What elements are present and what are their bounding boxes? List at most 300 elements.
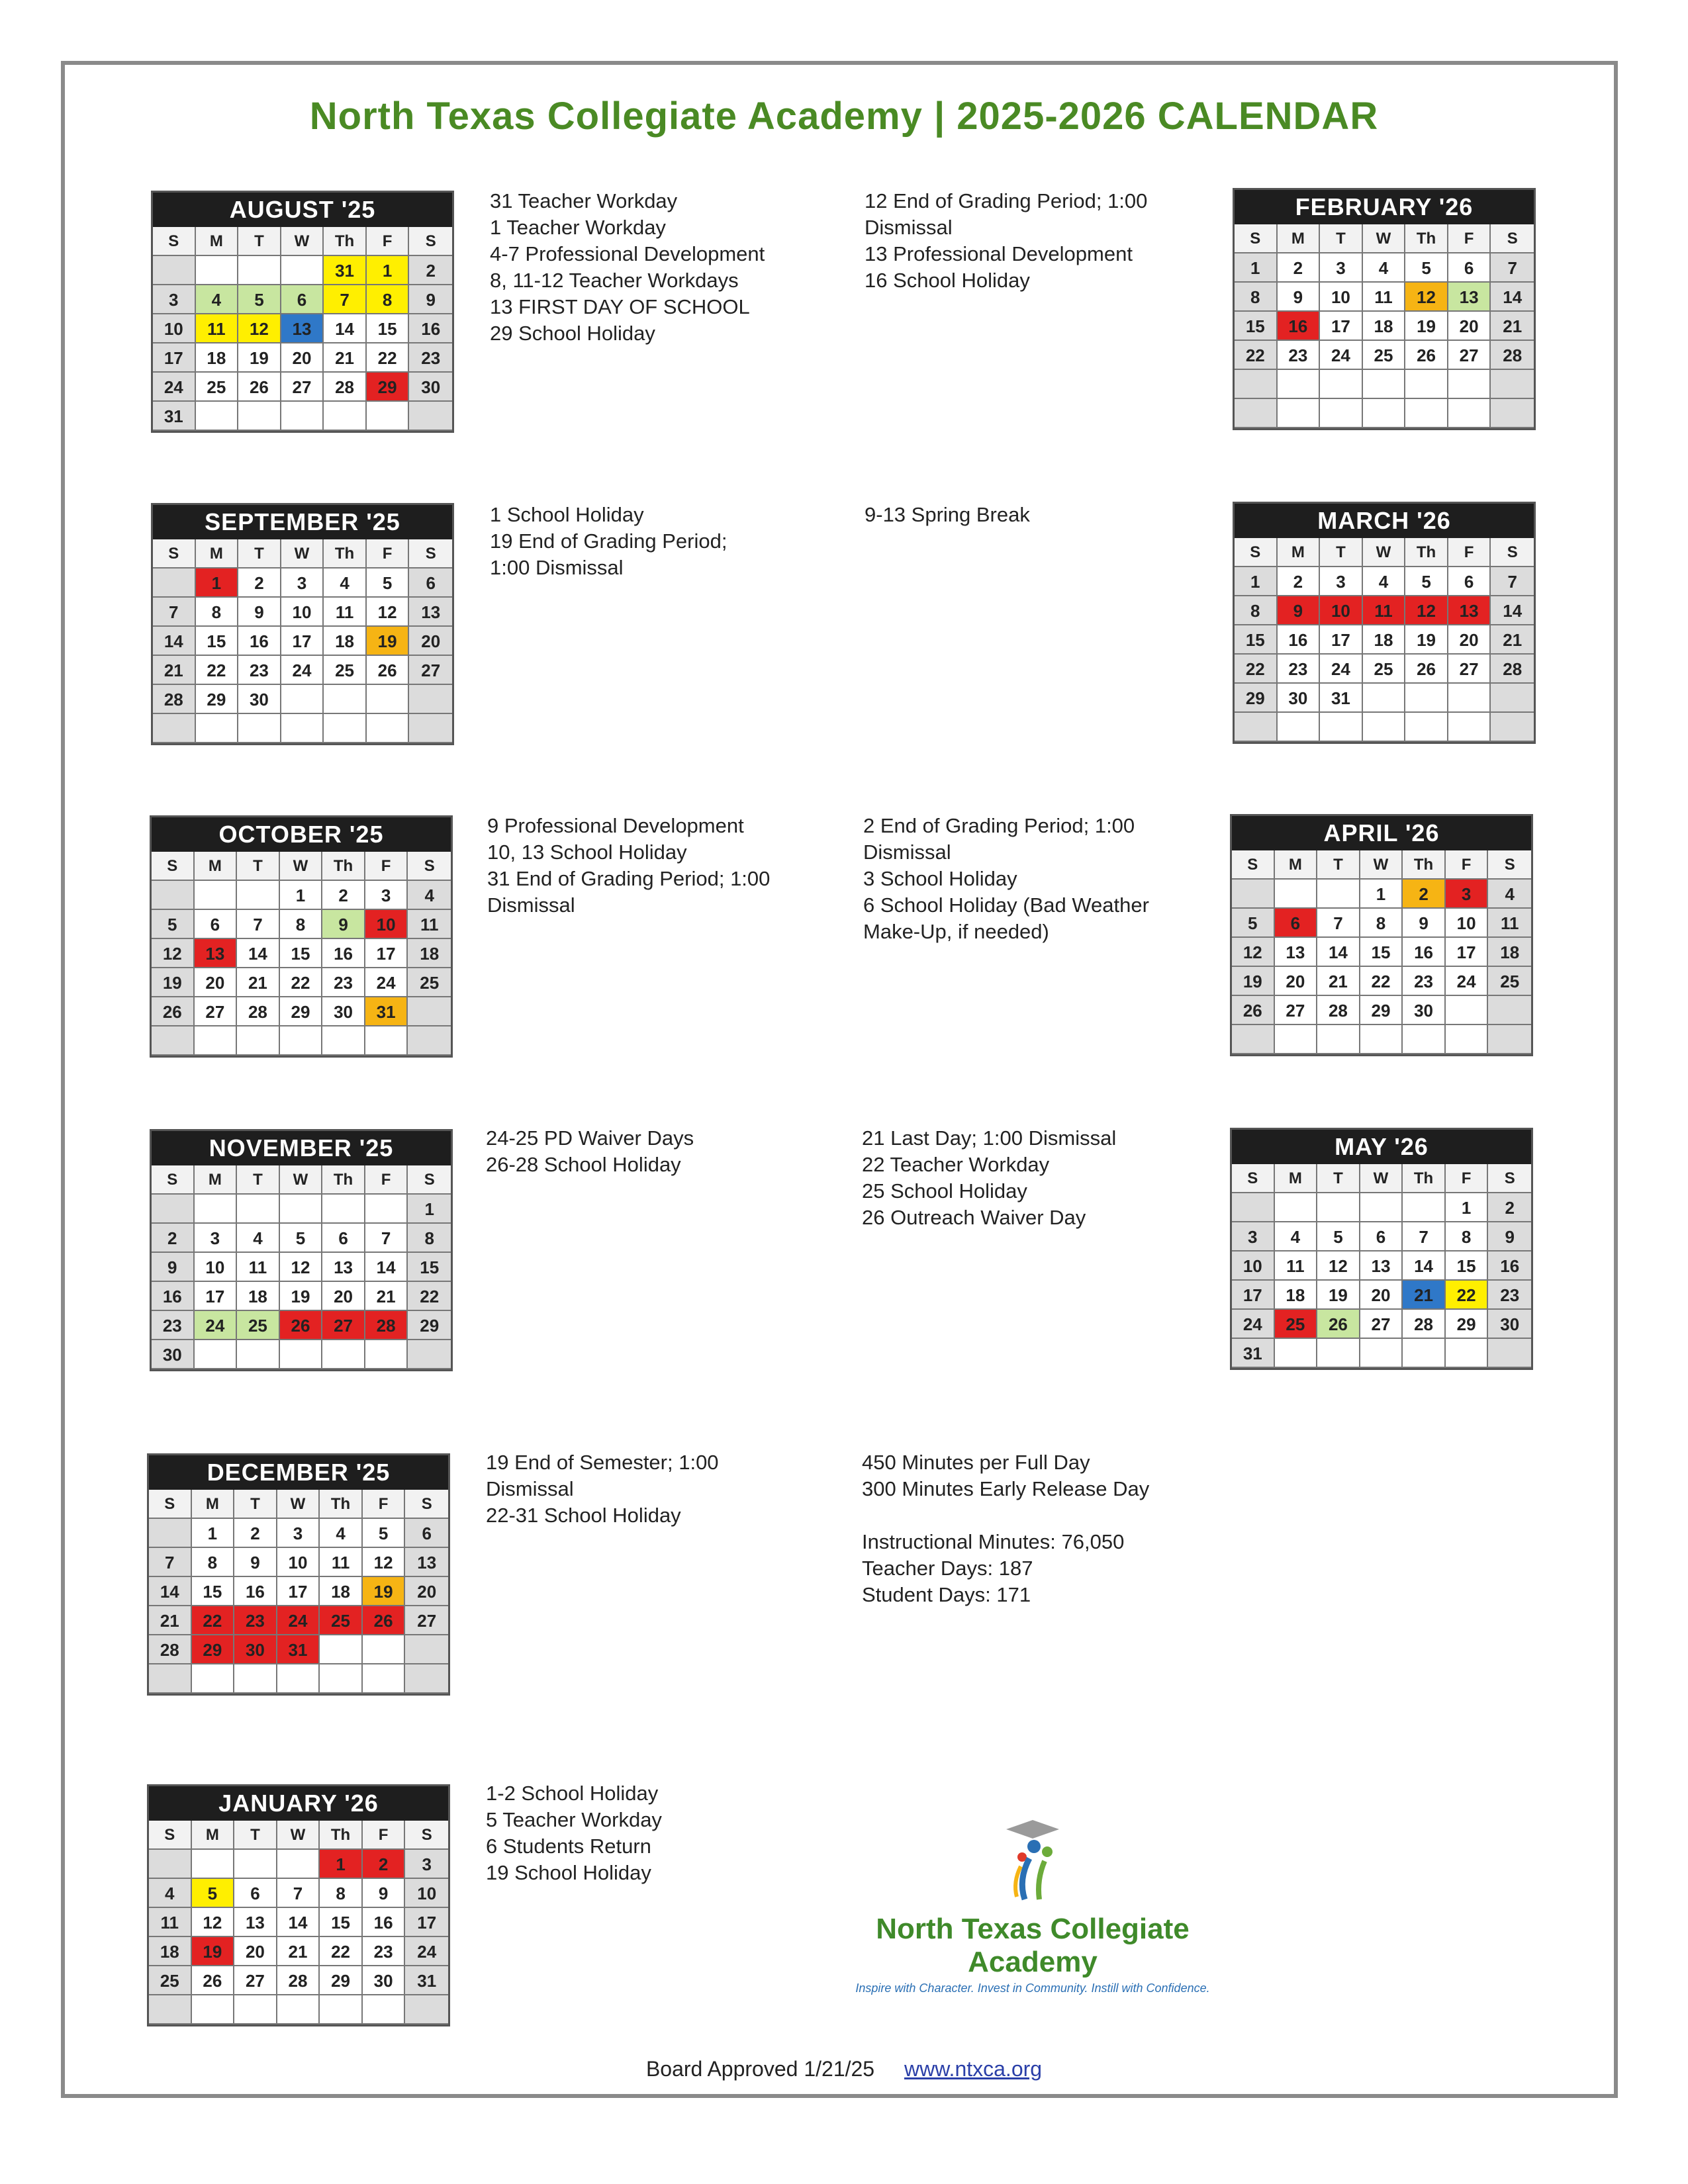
day-cell: 16: [1278, 625, 1321, 655]
day-cell: 25: [196, 373, 239, 402]
day-cell: 18: [237, 1282, 280, 1311]
day-cell: 21: [365, 1282, 408, 1311]
day-cell: 16: [363, 1908, 406, 1937]
empty-cell: [320, 1635, 363, 1664]
empty-cell: [1317, 1339, 1360, 1368]
weekday-label: Th: [1405, 224, 1448, 253]
day-cell: 1: [1235, 253, 1278, 283]
day-cell: 5: [192, 1879, 235, 1908]
day-cell: 11: [196, 314, 239, 343]
day-cell: 25: [1363, 341, 1406, 370]
weekday-label: S: [152, 852, 195, 881]
day-cell: 21: [277, 1937, 320, 1966]
empty-cell: [152, 881, 195, 910]
weekday-label: M: [192, 1821, 235, 1850]
month-calendar: [1230, 814, 1533, 1056]
school-logo: [854, 1813, 1211, 1999]
day-cell: 12: [192, 1908, 235, 1937]
weekday-label: M: [1278, 224, 1321, 253]
day-cell: 26: [1405, 341, 1448, 370]
month-title: JANUARY '26: [149, 1786, 448, 1821]
weekday-label: M: [1275, 1164, 1318, 1193]
weekday-label: T: [1317, 850, 1360, 880]
day-cell: 30: [1488, 1310, 1531, 1339]
day-cell: 14: [324, 314, 367, 343]
weekday-label: W: [280, 1165, 323, 1195]
note-line: 31 End of Grading Period; 1:00: [487, 867, 771, 890]
day-cell: 17: [1446, 938, 1489, 967]
month-title: OCTOBER '25: [152, 817, 451, 852]
day-cell: 18: [1488, 938, 1531, 967]
month-title: NOVEMBER '25: [152, 1131, 451, 1165]
weekday-label: Th: [322, 852, 365, 881]
day-cell: 31: [405, 1966, 448, 1995]
footer: [0, 2057, 1688, 2081]
day-cell: 11: [408, 910, 451, 939]
day-cell: 30: [409, 373, 452, 402]
day-cell: 8: [320, 1879, 363, 1908]
weekday-label: S: [405, 1490, 448, 1519]
weekday-label: F: [1448, 538, 1491, 567]
empty-cell: [238, 402, 281, 431]
day-cell: 25: [237, 1311, 280, 1340]
empty-cell: [280, 1195, 323, 1224]
day-cell: 24: [365, 968, 408, 997]
day-cell: 7: [1317, 909, 1360, 938]
day-cell: 29: [1360, 996, 1403, 1025]
weekday-label: S: [153, 539, 196, 569]
empty-cell: [363, 1664, 406, 1694]
day-cell: 15: [1235, 625, 1278, 655]
day-cell: 19: [1317, 1281, 1360, 1310]
day-cell: 8: [1360, 909, 1403, 938]
day-cell: 28: [365, 1311, 408, 1340]
day-cell: 30: [234, 1635, 277, 1664]
weekday-label: S: [149, 1490, 192, 1519]
day-cell: 14: [1491, 596, 1534, 625]
day-cell: 20: [281, 343, 324, 373]
day-cell: 20: [195, 968, 238, 997]
empty-cell: [192, 1995, 235, 2025]
month-calendar: [150, 1129, 453, 1371]
day-cell: 23: [322, 968, 365, 997]
day-cell: 28: [149, 1635, 192, 1664]
empty-cell: [1278, 370, 1321, 399]
day-cell: 13: [281, 314, 324, 343]
day-cell: 19: [152, 968, 195, 997]
empty-cell: [324, 714, 367, 743]
day-cell: 9: [1488, 1222, 1531, 1251]
day-cell: 18: [324, 627, 367, 656]
day-cell: 28: [324, 373, 367, 402]
day-cell: 14: [153, 627, 196, 656]
month-calendar: [151, 503, 454, 745]
day-cell: 20: [1360, 1281, 1403, 1310]
day-cell: 27: [405, 1606, 448, 1635]
day-cell: 24: [1446, 967, 1489, 996]
empty-cell: [1363, 684, 1406, 713]
day-cell: 13: [195, 939, 238, 968]
empty-cell: [1235, 370, 1278, 399]
empty-cell: [277, 1995, 320, 2025]
day-cell: 16: [1488, 1251, 1531, 1281]
day-cell: 4: [1275, 1222, 1318, 1251]
day-cell: 20: [322, 1282, 365, 1311]
weekday-label: Th: [322, 1165, 365, 1195]
day-cell: 1: [196, 569, 239, 598]
day-cell: 10: [153, 314, 196, 343]
note-line: 21 Last Day; 1:00 Dismissal: [862, 1126, 1117, 1150]
day-cell: 9: [409, 285, 452, 314]
day-cell: 24: [277, 1606, 320, 1635]
note-line: 3 School Holiday: [863, 867, 1017, 890]
day-cell: 17: [1320, 312, 1363, 341]
day-cell: 7: [277, 1879, 320, 1908]
day-cell: 15: [1360, 938, 1403, 967]
day-cell: 13: [1360, 1251, 1403, 1281]
day-cell: 23: [363, 1937, 406, 1966]
day-cell: 10: [1320, 596, 1363, 625]
day-cell: 25: [408, 968, 451, 997]
weekday-label: F: [1448, 224, 1491, 253]
empty-cell: [1488, 1339, 1531, 1368]
day-cell: 17: [365, 939, 408, 968]
day-cell: 28: [237, 997, 280, 1026]
empty-cell: [367, 402, 410, 431]
day-cell: 4: [324, 569, 367, 598]
empty-cell: [1320, 713, 1363, 742]
day-cell: 11: [149, 1908, 192, 1937]
empty-cell: [277, 1850, 320, 1879]
day-cell: 8: [1446, 1222, 1489, 1251]
empty-cell: [281, 714, 324, 743]
calendar-notes: [865, 188, 1147, 294]
day-cell: 9: [1403, 909, 1446, 938]
weekday-label: F: [1446, 1164, 1489, 1193]
day-cell: 8: [367, 285, 410, 314]
day-cell: 18: [196, 343, 239, 373]
day-cell: 24: [1320, 341, 1363, 370]
note-line: 29 School Holiday: [490, 322, 655, 345]
day-cell: 12: [1232, 938, 1275, 967]
weekday-label: M: [1275, 850, 1318, 880]
day-cell: 15: [320, 1908, 363, 1937]
empty-cell: [1405, 684, 1448, 713]
day-cell: 22: [1446, 1281, 1489, 1310]
empty-cell: [281, 685, 324, 714]
day-cell: 2: [238, 569, 281, 598]
day-cell: 14: [1491, 283, 1534, 312]
weekday-label: W: [277, 1821, 320, 1850]
day-cell: 12: [280, 1253, 323, 1282]
weekday-label: W: [1363, 538, 1406, 567]
weekday-label: M: [196, 227, 239, 256]
day-cell: 23: [1278, 341, 1321, 370]
weekday-label: T: [237, 1165, 280, 1195]
day-cell: 7: [237, 910, 280, 939]
month-title: MARCH '26: [1235, 504, 1534, 538]
day-cell: 12: [1317, 1251, 1360, 1281]
calendar-notes: [486, 1449, 719, 1529]
day-cell: 14: [149, 1577, 192, 1606]
day-cell: 26: [363, 1606, 406, 1635]
day-cell: 23: [234, 1606, 277, 1635]
month-calendar: [1230, 1128, 1533, 1370]
weekday-label: F: [367, 539, 410, 569]
day-cell: 6: [1448, 567, 1491, 596]
empty-cell: [1405, 713, 1448, 742]
day-cell: 2: [363, 1850, 406, 1879]
weekday-label: W: [1360, 850, 1403, 880]
empty-cell: [409, 402, 452, 431]
empty-cell: [1275, 880, 1318, 909]
day-cell: 1: [1446, 1193, 1489, 1222]
note-line: 9 Professional Development: [487, 814, 744, 837]
day-cell: 27: [1275, 996, 1318, 1025]
day-cell: 6: [195, 910, 238, 939]
weekday-label: S: [1235, 224, 1278, 253]
empty-cell: [238, 714, 281, 743]
empty-cell: [196, 402, 239, 431]
day-cell: 22: [1235, 341, 1278, 370]
day-cell: 24: [281, 656, 324, 685]
weekday-label: S: [153, 227, 196, 256]
day-cell: 5: [238, 285, 281, 314]
weekday-label: W: [281, 227, 324, 256]
day-cell: 30: [152, 1340, 195, 1369]
empty-cell: [281, 402, 324, 431]
website-link[interactable]: www.ntxca.org: [904, 2057, 1043, 2081]
calendar-notes: [486, 1780, 662, 1886]
note-line: 26-28 School Holiday: [486, 1153, 681, 1176]
day-cell: 30: [1403, 996, 1446, 1025]
day-cell: 15: [1446, 1251, 1489, 1281]
day-cell: 4: [196, 285, 239, 314]
calendar-notes: [863, 813, 1149, 945]
day-cell: 20: [405, 1577, 448, 1606]
empty-cell: [238, 256, 281, 285]
day-cell: 6: [405, 1519, 448, 1548]
day-cell: 26: [1317, 1310, 1360, 1339]
day-cell: 24: [405, 1937, 448, 1966]
day-cell: 18: [1363, 312, 1406, 341]
weekday-label: M: [1278, 538, 1321, 567]
month-title: FEBRUARY '26: [1235, 190, 1534, 224]
day-cell: 18: [408, 939, 451, 968]
day-cell: 9: [1278, 596, 1321, 625]
day-cell: 19: [192, 1937, 235, 1966]
note-line: 4-7 Professional Development: [490, 242, 765, 265]
weekday-label: S: [1232, 1164, 1275, 1193]
weekday-label: S: [408, 852, 451, 881]
empty-cell: [1235, 713, 1278, 742]
day-cell: 17: [1232, 1281, 1275, 1310]
empty-cell: [1446, 996, 1489, 1025]
weekday-label: S: [405, 1821, 448, 1850]
day-cell: 23: [1403, 967, 1446, 996]
day-cell: 21: [237, 968, 280, 997]
day-cell: 6: [234, 1879, 277, 1908]
empty-cell: [322, 1195, 365, 1224]
day-cell: 14: [277, 1908, 320, 1937]
empty-cell: [1275, 1193, 1318, 1222]
empty-cell: [192, 1850, 235, 1879]
day-cell: 1: [1235, 567, 1278, 596]
empty-cell: [280, 1340, 323, 1369]
empty-cell: [281, 256, 324, 285]
day-cell: 5: [367, 569, 410, 598]
day-cell: 3: [277, 1519, 320, 1548]
weekday-label: Th: [1403, 850, 1446, 880]
day-cell: 26: [367, 656, 410, 685]
day-cell: 14: [1403, 1251, 1446, 1281]
empty-cell: [195, 881, 238, 910]
empty-cell: [1448, 370, 1491, 399]
day-cell: 21: [1403, 1281, 1446, 1310]
empty-cell: [149, 1850, 192, 1879]
day-cell: 12: [238, 314, 281, 343]
empty-cell: [1403, 1193, 1446, 1222]
day-cell: 30: [322, 997, 365, 1026]
note-line: Student Days: 171: [862, 1583, 1031, 1606]
note-line: 19 School Holiday: [486, 1861, 651, 1884]
day-cell: 20: [1275, 967, 1318, 996]
day-cell: 23: [1278, 655, 1321, 684]
note-line: Dismissal: [865, 216, 953, 239]
day-cell: 31: [1320, 684, 1363, 713]
day-cell: 17: [153, 343, 196, 373]
weekday-label: S: [1491, 538, 1534, 567]
weekday-label: S: [408, 1165, 451, 1195]
day-cell: 28: [1317, 996, 1360, 1025]
empty-cell: [1232, 1025, 1275, 1054]
month-calendar: [151, 191, 454, 433]
day-cell: 13: [405, 1548, 448, 1577]
day-cell: 15: [1235, 312, 1278, 341]
day-cell: 2: [322, 881, 365, 910]
empty-cell: [363, 1995, 406, 2025]
weekday-label: F: [1446, 850, 1489, 880]
empty-cell: [280, 1026, 323, 1056]
day-cell: 13: [409, 598, 452, 627]
empty-cell: [409, 714, 452, 743]
empty-cell: [320, 1664, 363, 1694]
day-cell: 6: [1448, 253, 1491, 283]
day-cell: 27: [322, 1311, 365, 1340]
empty-cell: [1446, 1025, 1489, 1054]
empty-cell: [1405, 399, 1448, 428]
note-line: 31 Teacher Workday: [490, 189, 678, 212]
day-cell: 17: [405, 1908, 448, 1937]
note-line: Make-Up, if needed): [863, 920, 1049, 943]
empty-cell: [1320, 370, 1363, 399]
day-cell: 12: [367, 598, 410, 627]
day-cell: 27: [1448, 341, 1491, 370]
note-line: 6 Students Return: [486, 1835, 651, 1858]
empty-cell: [1403, 1339, 1446, 1368]
note-line: 22-31 School Holiday: [486, 1504, 681, 1527]
empty-cell: [365, 1026, 408, 1056]
day-cell: 23: [1488, 1281, 1531, 1310]
weekday-label: T: [234, 1490, 277, 1519]
day-cell: 5: [1405, 567, 1448, 596]
day-cell: 29: [196, 685, 239, 714]
day-cell: 1: [192, 1519, 235, 1548]
day-cell: 5: [1405, 253, 1448, 283]
day-cell: 31: [277, 1635, 320, 1664]
empty-cell: [1448, 684, 1491, 713]
day-cell: 14: [1317, 938, 1360, 967]
month-title: APRIL '26: [1232, 816, 1531, 850]
day-cell: 9: [238, 598, 281, 627]
note-line: 1 Teacher Workday: [490, 216, 666, 239]
note-line: 25 School Holiday: [862, 1179, 1027, 1203]
day-cell: 31: [1232, 1339, 1275, 1368]
month-title: AUGUST '25: [153, 193, 452, 227]
day-cell: 11: [324, 598, 367, 627]
day-cell: 18: [1363, 625, 1406, 655]
empty-cell: [1360, 1025, 1403, 1054]
day-cell: 12: [363, 1548, 406, 1577]
empty-cell: [408, 997, 451, 1026]
empty-cell: [149, 1995, 192, 2025]
day-cell: 1: [408, 1195, 451, 1224]
day-cell: 10: [195, 1253, 238, 1282]
day-cell: 11: [1363, 596, 1406, 625]
weekday-label: S: [409, 227, 452, 256]
day-cell: 25: [324, 656, 367, 685]
month-calendar: [150, 815, 453, 1058]
note-line: 8, 11-12 Teacher Workdays: [490, 269, 739, 292]
weekday-label: Th: [324, 539, 367, 569]
day-cell: 3: [195, 1224, 238, 1253]
day-cell: 1: [367, 256, 410, 285]
day-cell: 26: [1405, 655, 1448, 684]
weekday-label: Th: [1405, 538, 1448, 567]
empty-cell: [363, 1635, 406, 1664]
empty-cell: [277, 1664, 320, 1694]
day-cell: 26: [192, 1966, 235, 1995]
empty-cell: [367, 714, 410, 743]
day-cell: 26: [1232, 996, 1275, 1025]
day-cell: 28: [1491, 341, 1534, 370]
day-cell: 16: [1403, 938, 1446, 967]
calendar-notes: [490, 188, 765, 347]
empty-cell: [195, 1340, 238, 1369]
day-cell: 8: [196, 598, 239, 627]
day-cell: 16: [322, 939, 365, 968]
day-cell: 16: [1278, 312, 1321, 341]
empty-cell: [1488, 996, 1531, 1025]
day-cell: 10: [277, 1548, 320, 1577]
note-line: 19 End of Semester; 1:00: [486, 1451, 719, 1474]
empty-cell: [322, 1026, 365, 1056]
day-cell: 13: [1448, 283, 1491, 312]
day-cell: 4: [1363, 567, 1406, 596]
day-cell: 8: [192, 1548, 235, 1577]
empty-cell: [192, 1664, 235, 1694]
day-cell: 22: [408, 1282, 451, 1311]
day-cell: 27: [234, 1966, 277, 1995]
day-cell: 11: [320, 1548, 363, 1577]
day-cell: 22: [192, 1606, 235, 1635]
day-cell: 28: [1491, 655, 1534, 684]
weekday-label: Th: [1403, 1164, 1446, 1193]
note-line: 300 Minutes Early Release Day: [862, 1477, 1150, 1500]
day-cell: 28: [277, 1966, 320, 1995]
note-line: 1:00 Dismissal: [490, 556, 624, 579]
empty-cell: [1491, 684, 1534, 713]
